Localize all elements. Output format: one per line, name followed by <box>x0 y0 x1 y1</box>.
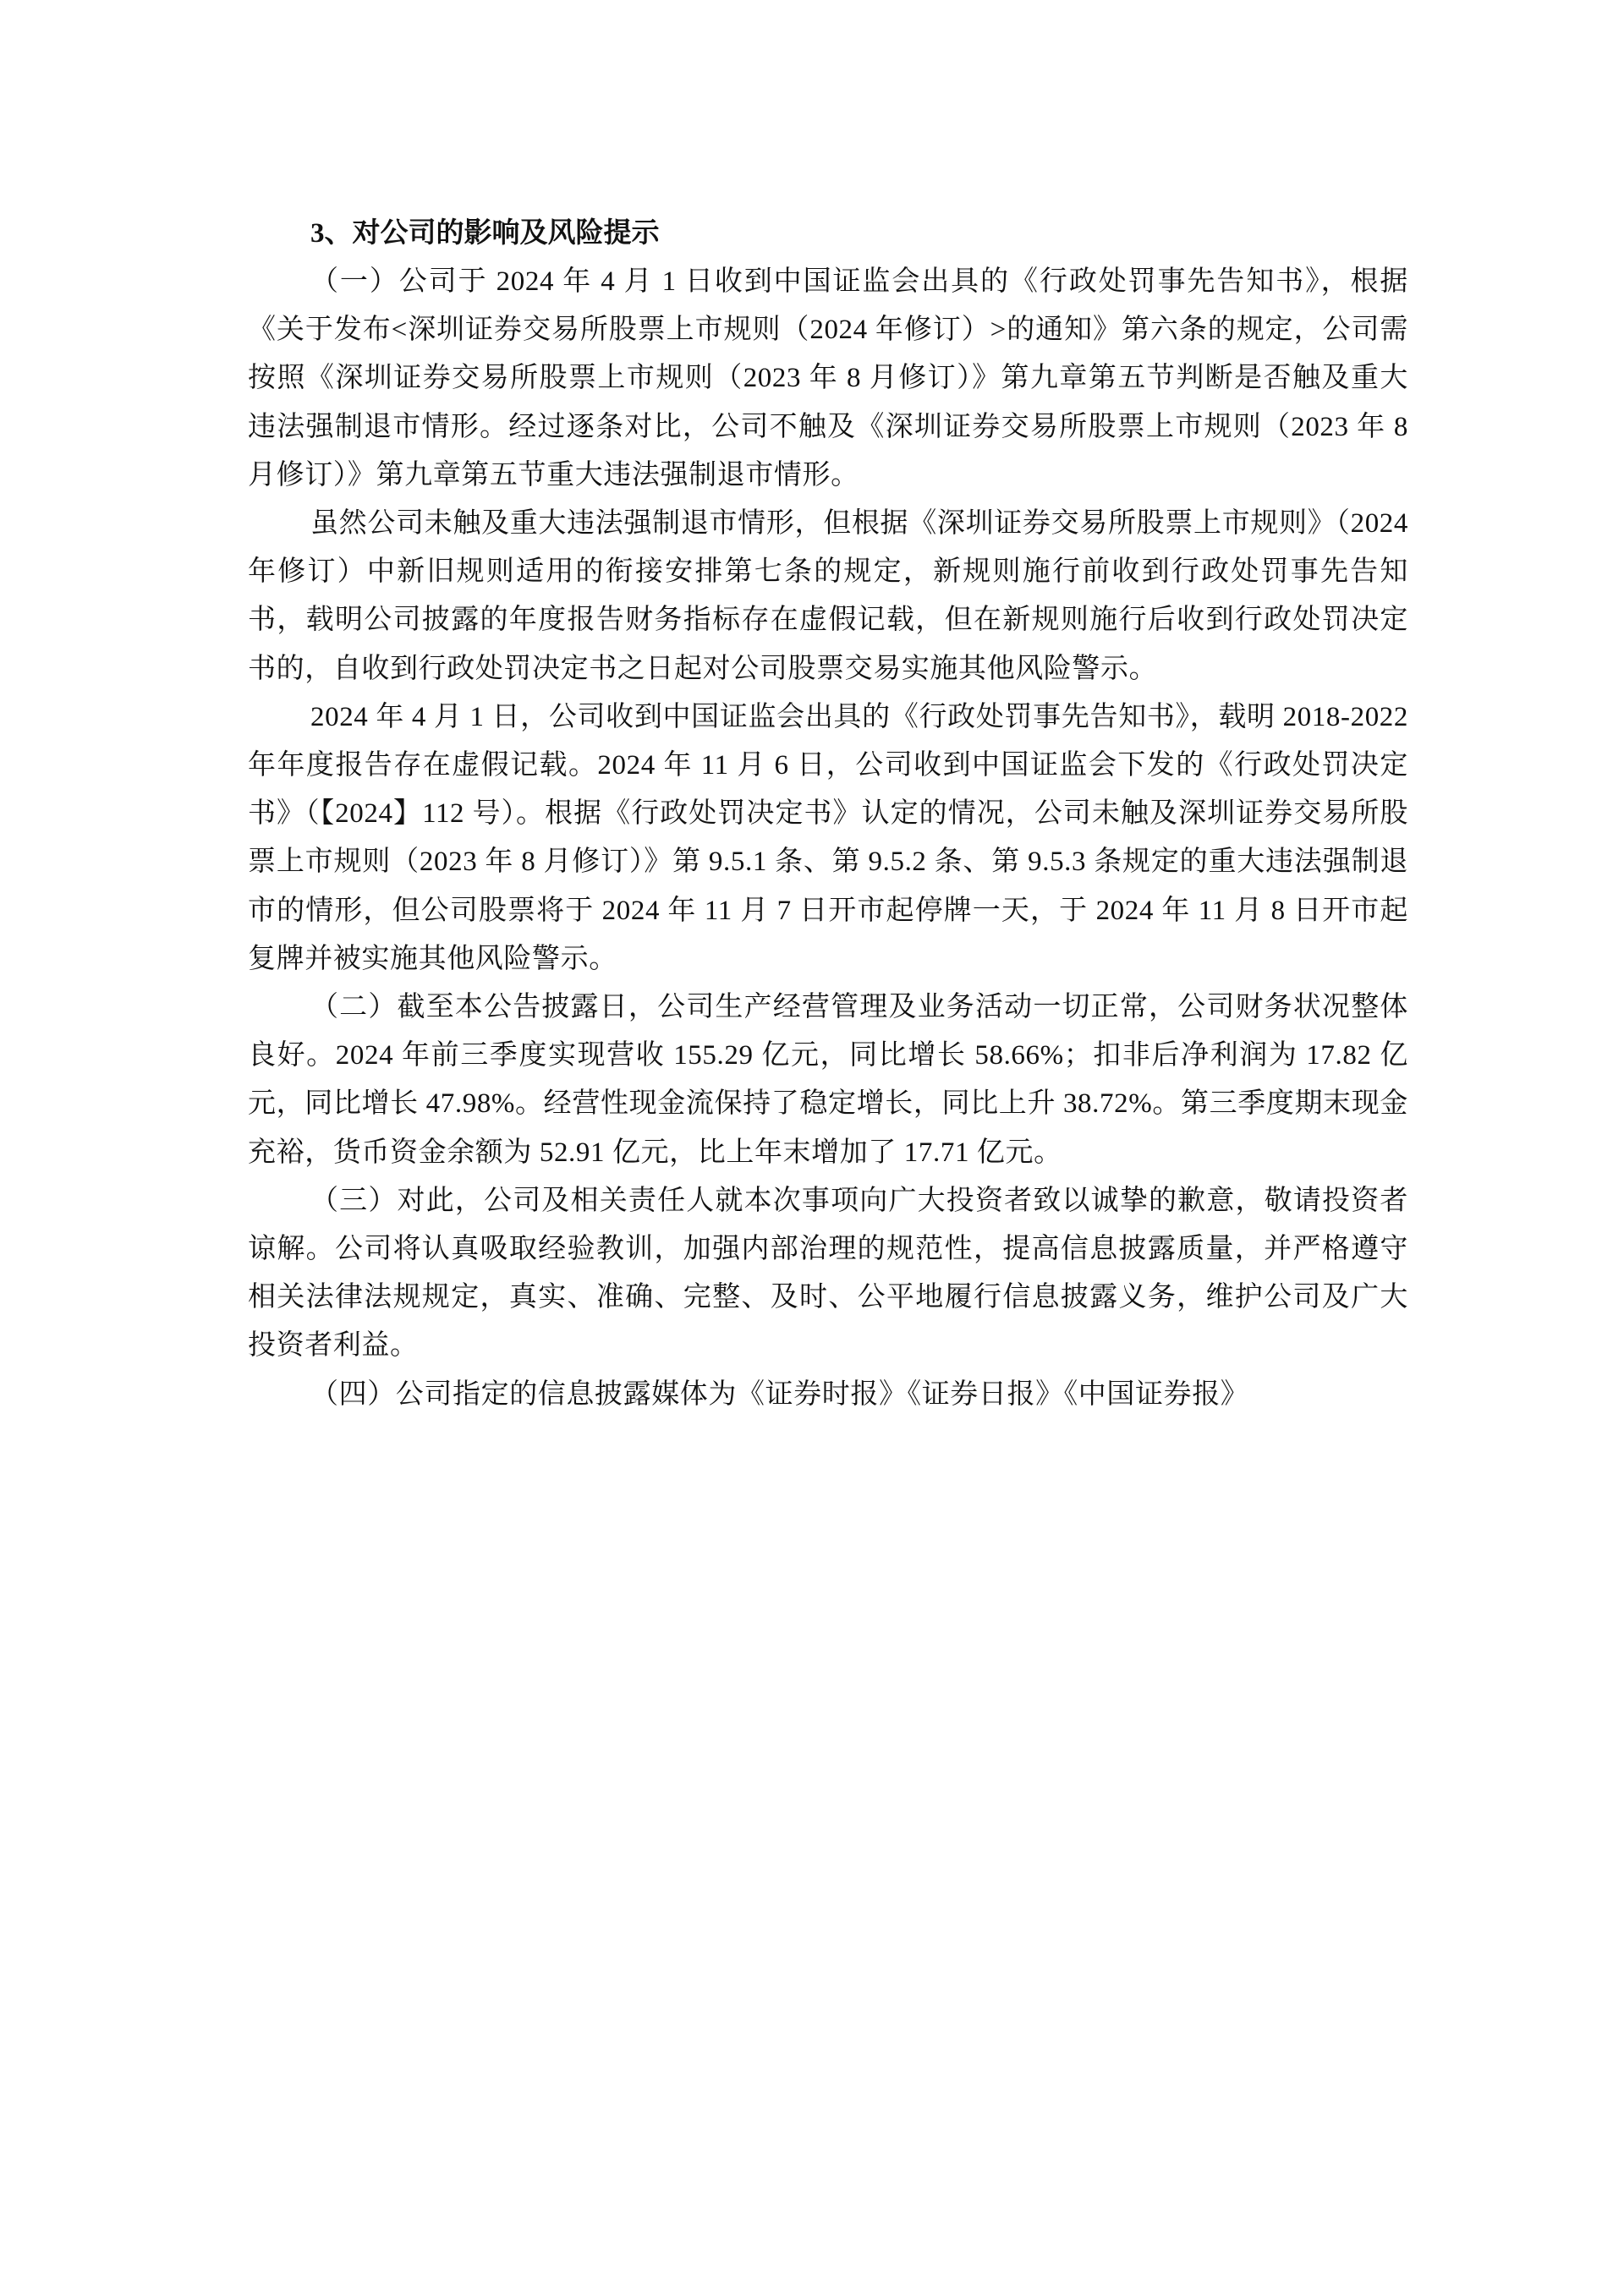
paragraph-1: （一）公司于 2024 年 4 月 1 日收到中国证监会出具的《行政处罚事先告知书》，根据《关于发布<深圳证券交易所股票上市规则（2024 年修订）>的通知》第六条的规定，公司需按照《深圳证券交易所股票上市规则（2023 年 8 月修订）》第九章第五节判断是否触及重大违法强制退市情形。经过逐条对比，公司不触及《深圳证券交易所股票上市规则（2023 年 8 月修订）》第九章第五节重大违法强制退市情形。 <box>248 266 1408 490</box>
paragraph-6: （四）公司指定的信息披露媒体为《证券时报》《证券日报》《中国证券报》 <box>310 1378 1249 1410</box>
paragraph-3: 2024 年 4 月 1 日，公司收到中国证监会出具的《行政处罚事先告知书》，载明 2018-2022 年年度报告存在虚假记载。2024 年 11 月 6 日，公司收到中国证监会下发的《行政处罚决定书》（【2024】112 号）。根据《行政处罚决定书》认定的情况，公司未触及深圳证券交易所股票上市规则（2023 年 8 月修订）》第 9.5.1 条、第 9.5.2 条、第 9.5.3 条规定的重大违法强制退市的情形，但公司股票将于 2024 年 11 月 7 日开市起停牌一天，于 2024 年 11 月 8 日开市起复牌并被实施其他风险警示。 <box>248 701 1408 974</box>
paragraph-2: 虽然公司未触及重大违法强制退市情形，但根据《深圳证券交易所股票上市规则》（2024 年修订）中新旧规则适用的衔接安排第七条的规定，新规则施行前收到行政处罚事先告知书，载明公司披露的年度报告财务指标存在虚假记载，但在新规则施行后收到行政处罚决定书的，自收到行政处罚决定书之日起对公司股票交易实施其他风险警示。 <box>248 508 1408 684</box>
section-heading: 3、对公司的影响及风险提示 <box>310 218 660 249</box>
paragraph-4: （二）截至本公告披露日，公司生产经营管理及业务活动一切正常，公司财务状况整体良好。2024 年前三季度实现营收 155.29 亿元，同比增长 58.66%；扣非后净利润为 17.82 亿元，同比增长 47.98%。经营性现金流保持了稳定增长，同比上升 38.72%。第三季度期末现金充裕，货币资金余额为 52.91 亿元，比上年末增加了 17.71 亿元。 <box>248 992 1408 1168</box>
document-body <box>248 210 1408 1419</box>
paragraph-5: （三）对此，公司及相关责任人就本次事项向广大投资者致以诚挚的歉意，敬请投资者谅解。公司将认真吸取经验教训，加强内部治理的规范性，提高信息披露质量，并严格遵守相关法律法规规定，真实、准确、完整、及时、公平地履行信息披露义务，维护公司及广大投资者利益。 <box>248 1185 1408 1362</box>
